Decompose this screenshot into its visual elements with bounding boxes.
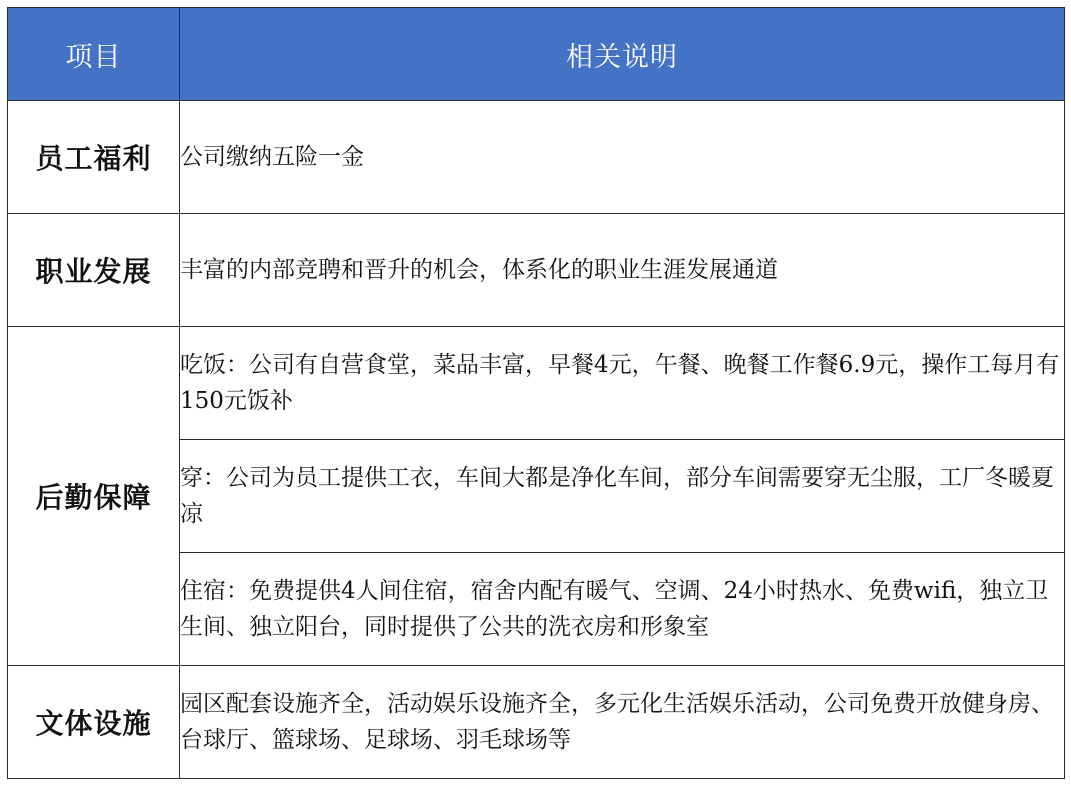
- description-cell: 丰富的内部竞聘和晋升的机会，体系化的职业生涯发展通道: [180, 214, 1065, 327]
- header-row: [8, 8, 1065, 101]
- header-item: 项目: [8, 8, 180, 101]
- table-row: [8, 214, 1065, 327]
- category-cell: 职业发展: [8, 214, 180, 327]
- description-cell: 住宿：免费提供4人间住宿，宿舍内配有暖气、空调、24小时热水、免费wifi，独立卫生间、独立阳台，同时提供了公共的洗衣房和形象室: [180, 553, 1065, 666]
- category-cell: 员工福利: [8, 101, 180, 214]
- description-cell: 公司缴纳五险一金: [180, 101, 1065, 214]
- category-cell: 文体设施: [8, 666, 180, 779]
- header-description: 相关说明: [180, 8, 1065, 101]
- description-cell: 园区配套设施齐全，活动娱乐设施齐全，多元化生活娱乐活动，公司免费开放健身房、台球厅、篮球场、足球场、羽毛球场等: [180, 666, 1065, 779]
- table-row: [8, 327, 1065, 440]
- category-cell: 后勤保障: [8, 327, 180, 666]
- table-row: [8, 101, 1065, 214]
- benefits-table: [7, 7, 1065, 779]
- table-row: [8, 666, 1065, 779]
- description-cell: 吃饭：公司有自营食堂，菜品丰富，早餐4元，午餐、晚餐工作餐6.9元，操作工每月有150元饭补: [180, 327, 1065, 440]
- description-cell: 穿：公司为员工提供工衣，车间大都是净化车间，部分车间需要穿无尘服，工厂冬暖夏凉: [180, 440, 1065, 553]
